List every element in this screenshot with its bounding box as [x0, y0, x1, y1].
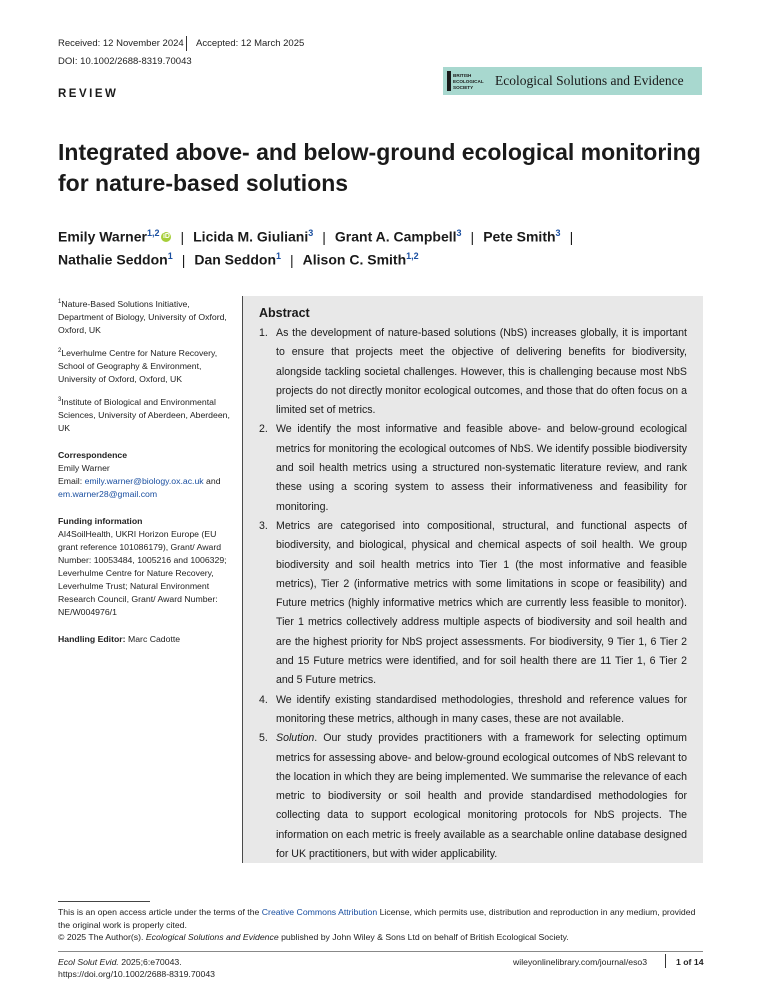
email-link[interactable]: em.warner28@gmail.com — [58, 488, 158, 499]
author-affiliation-ref[interactable]: 3 — [308, 228, 314, 238]
accepted-date: Accepted: 12 March 2025 — [196, 38, 305, 49]
author-separator: | — [322, 228, 326, 245]
correspondence-name: Emily Warner — [58, 462, 110, 473]
author-affiliation-ref[interactable]: 1,2 — [146, 228, 160, 238]
society-logo-line-3: SOCIETY — [453, 85, 474, 90]
author-affiliation-ref[interactable]: 1 — [167, 251, 173, 261]
author-name[interactable]: Pete Smith — [483, 228, 556, 245]
abstract-item-number: 4. — [259, 693, 268, 706]
doi-link[interactable]: https://doi.org/10.1002/2688-8319.70043 — [58, 969, 215, 979]
abstract-item — [259, 691, 687, 730]
abstract-item — [259, 420, 687, 516]
email-link[interactable]: emily.warner@biology.ox.ac.uk — [84, 475, 204, 486]
doi: DOI: 10.1002/2688-8319.70043 — [58, 56, 192, 67]
author-name[interactable]: Licida M. Giuliani — [193, 228, 309, 245]
abstract-list — [259, 324, 687, 864]
affiliation-number: 1 — [58, 299, 62, 305]
author-separator: | — [180, 228, 185, 245]
handling-editor: Handling Editor: Marc Cadotte — [58, 633, 181, 644]
abstract-item — [259, 517, 687, 691]
author-separator: | — [290, 251, 294, 268]
author-affiliation-ref[interactable]: 3 — [555, 228, 561, 238]
author-affiliation-ref[interactable]: 1 — [276, 251, 282, 261]
author-list-line-2 — [58, 244, 718, 272]
author-separator: | — [569, 228, 574, 245]
correspondence-email: Email: emily.warner@biology.ox.ac.uk and em.warner28@gmail.com — [58, 475, 221, 499]
author-name[interactable]: Alison C. Smith — [302, 251, 407, 268]
affiliation-item — [58, 394, 230, 435]
affiliation-item — [58, 345, 230, 386]
affiliation-number: 2 — [58, 347, 62, 354]
author-separator: | — [470, 228, 475, 245]
footer-rule — [58, 901, 150, 902]
journal-name: Ecological Solutions and Evidence — [495, 73, 684, 88]
society-logo-icon — [447, 71, 489, 91]
journal-url-link[interactable]: wileyonlinelibrary.com/journal/eso3 — [513, 957, 648, 967]
abstract-item-lead: Solution — [276, 732, 315, 745]
abstract-item-text: We identify the most informative and feasible above- and below-ground ecological metrics for monitoring the ecological outcomes of NbS. We identify possible biodiversity and soil health metrics using a structured non-systematic literature review, and rank these using a scoring system to assess their informativeness and feasibility for monitoring. — [276, 423, 687, 513]
abstract-item-text: We identify existing standardised methodologies, threshold and reference values for monitoring these metrics, although in many cases, these are not available. — [276, 693, 687, 725]
affiliation-text: Nature-Based Solutions Initiative, Department of Biology, University of Oxford, Oxford, UK — [58, 298, 227, 335]
author-affiliation-ref[interactable]: 1,2 — [406, 251, 419, 261]
footer-separator — [665, 954, 666, 968]
author-name[interactable]: Grant A. Campbell — [334, 228, 457, 245]
affiliation-text: Institute of Biological and Environmental Sciences, University of Aberdeen, Aberdeen, UK — [58, 396, 230, 433]
author-name[interactable]: Dan Seddon — [194, 251, 277, 268]
received-date: Received: 12 November 2024 — [58, 38, 184, 49]
sidebar — [58, 296, 230, 654]
abstract-heading: Abstract — [259, 306, 310, 320]
funding-text: AI4SoilHealth, UKRI Horizon Europe (EU grant reference 101086179), Grant/ Award Number: 10053484, 1005216 and 1006329; Leverhulme Centre for Nature Recovery, Leverhulme Trust; Natural Environment Research Council, Grant/ Award Number: NE/W004976/1 — [58, 528, 227, 617]
article-type: REVIEW — [58, 88, 119, 100]
abstract-item — [259, 324, 687, 420]
author-name[interactable]: Nathalie Seddon — [58, 251, 168, 268]
abstract-item — [259, 729, 687, 864]
page-title: Integrated above- and below-ground ecological monitoring for nature-based solutions — [58, 139, 701, 196]
page-number: 1 of 14 — [676, 957, 704, 967]
abstract-item-number: 3. — [259, 519, 268, 532]
header-divider — [186, 36, 187, 51]
abstract-item-text: Metrics are categorised into compositional, structural, and functional aspects of biodiversity, and biological, physical and chemical aspects of soil health. We group biodiversity and soil health metrics into Tier 1 (the most informative and feasible metrics), Tier 2 (informative metrics with some limitations in scope or feasibility) and Future metrics (highly informative metrics which are currently less feasible to monitor). Tier 1 metrics collectively address multiple aspects of biodiversity and soil health and are the highest priority for NbS project assessments. For biodiversity, 9 Tier 1, 6 Tier 2 and 15 Future metrics were identified, and for soil health there are 11 Tier 1, 6 Tier 2 and 5 Future metrics. — [276, 519, 687, 687]
footer-divider — [58, 951, 703, 952]
abstract-item-number: 2. — [259, 423, 268, 436]
abstract-item-number: 5. — [259, 732, 268, 745]
license-text: This is an open access article under the terms of the Creative Commons Attribution License, which permits use, distribution and reproduction in any medium, provided the original work is properly cited. — [58, 907, 696, 930]
abstract-item-text: As the development of nature-based solutions (NbS) increases globally, it is important to ensure that projects meet the objective of delivering benefits for biodiversity, alongside tackling societal challenges. However, this is challenging because most NbS projects do not directly monitor ecological outcomes, and those that do often focus on a limited set of metrics. — [276, 327, 687, 417]
license-link[interactable]: Creative Commons Attribution — [261, 907, 378, 917]
citation: Ecol Solut Evid. 2025;6:e70043. — [58, 957, 182, 967]
affiliation-number: 3 — [58, 396, 62, 403]
author-name[interactable]: Emily Warner — [58, 228, 147, 245]
society-logo-line-1: BRITISH — [453, 73, 472, 78]
funding-heading: Funding information — [58, 515, 143, 526]
affiliation-item — [58, 296, 230, 337]
abstract-item-number: 1. — [259, 327, 268, 339]
abstract-item-text: . Our study provides practitioners with a framework for selecting optimum metrics for assessing above- and below-ground ecological outcomes of NbS relevant to the location in which they are being implemented. We summarise the relevance of each metric to biodiversity or soil health and provide standardised methodologies for collecting data to support ecological monitoring protocols for NbS projects. The information on each metric is freely available as a searchable online database designed for UK practitioners, but with wider applicability. — [276, 732, 687, 861]
author-affiliation-ref[interactable]: 3 — [456, 228, 462, 238]
author-separator: | — [181, 251, 186, 268]
orcid-icon[interactable]: iD — [162, 232, 170, 240]
society-logo-line-2: ECOLOGICAL — [453, 79, 484, 84]
copyright-text: © 2025 The Author(s). Ecological Solutions and Evidence published by John Wiley & Sons Ltd on behalf of British Ecological Society. — [58, 932, 569, 942]
correspondence-heading: Correspondence — [58, 449, 128, 460]
affiliation-text: Leverhulme Centre for Nature Recovery, School of Geography & Environment, University of Oxford, Oxford, UK — [58, 347, 218, 384]
